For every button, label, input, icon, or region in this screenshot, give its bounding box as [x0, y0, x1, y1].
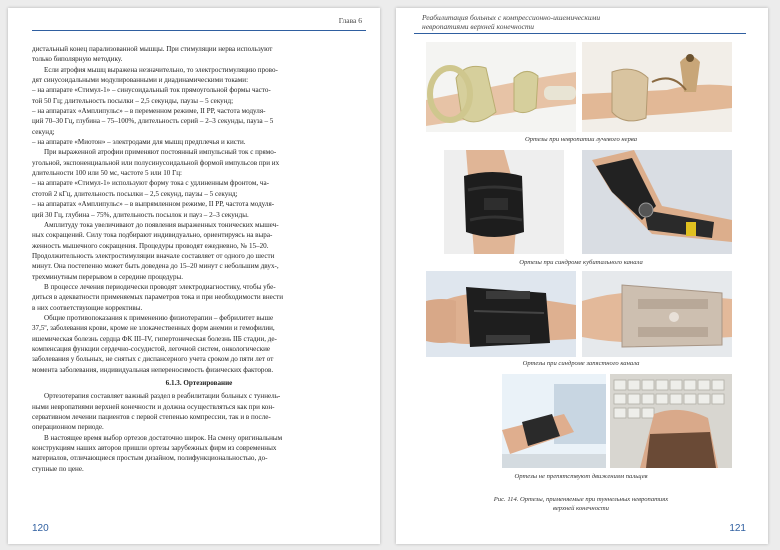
caption-radial: Ортезы при невропатии лучевого нерва — [524, 136, 638, 143]
text-line: женность мышечного сокращения. Процедуры проводят ежедневно, № 15–20. — [32, 241, 269, 250]
photo-finger-movement-2 — [610, 374, 732, 468]
text-line: сервативном лечении пациентов с первой степенью компрессии, так и в после- — [32, 413, 271, 422]
text-line: Общие противопоказания к применению физиотерапии – фебрилитет выше — [44, 313, 274, 322]
text-line: Ортезотерапия составляет важный раздел в реабилитации больных с туннель- — [44, 392, 281, 401]
photo-radial-orthosis-2 — [582, 42, 732, 132]
text-line: материалов, отличающиеся простым дизайном, полифункциональностью, до- — [32, 454, 268, 463]
body-text — [32, 44, 366, 474]
text-line: – на аппарате «Стимул-1» – синусоидальный ток прямоугольной формы часто- — [32, 86, 271, 95]
caption-carpal: Ортезы при синдроме запястного канала — [522, 360, 640, 367]
text-line: секунд; — [32, 127, 55, 136]
text-line: ных сокращений. Силу тока подбирают индивидуально, ориентируясь на выра- — [32, 231, 273, 240]
text-line: дистальный конец парализованной мышцы. При стимуляции нерва используют — [32, 45, 273, 53]
text-line: длительности 100 или 50 мс, частоте 5 или 10 Гц: — [32, 169, 182, 178]
figure-caption-line: верхней конечности — [553, 505, 609, 512]
photo-finger-movement-1 — [502, 374, 606, 468]
text-line: компенсация функции сердечно-сосудистой, легочной систем, онкологические — [32, 344, 271, 353]
caption-cubital: Ортезы при синдроме кубитального канала — [519, 259, 643, 266]
text-line: в них соответствующие коррективы. — [32, 303, 143, 312]
left-page — [8, 8, 380, 544]
header-rule — [414, 33, 746, 34]
text-line: ций 30 Гц, глубина – 75%, длительность посылок и пауз – 2–3 секунды. — [32, 210, 249, 219]
text-line: момента заболевания, индивидуальная непереносимость физических факторов. — [32, 365, 274, 374]
page-number: 120 — [32, 523, 49, 534]
text-line: стотой 2 кГц, длительность посылки – 2,5 секунд, паузы – 5 секунд; — [32, 189, 238, 198]
photo-carpal-orthosis-2 — [582, 271, 732, 357]
text-line: заболевания у больных, не снятых с диспансерного учета сроком до пяти лет от — [32, 355, 274, 364]
caption-finger-movement: Ортезы не препятствуют движениям пальцев — [514, 473, 648, 480]
section-heading: 6.1.3. Ортезирование — [165, 379, 233, 387]
text-line: только биполярную методику. — [32, 55, 123, 64]
text-line: В настоящее время выбор ортезов достаточно широк. На смену оригинальным — [44, 433, 283, 442]
text-line: – на аппарате «Стимул-1» используют форму тока с удлиненным фронтом, ча- — [32, 179, 269, 188]
text-line: операционном периоде. — [32, 423, 104, 432]
right-page — [396, 8, 768, 544]
text-line: диться в адекватности применяемых параметров тока и при необходимости внести — [32, 293, 283, 302]
text-line: ными невропатиями верхней конечности и должна осуществляться как при кон- — [32, 402, 275, 411]
text-line: конструкциям наших авторов пришли ортезы зарубежных фирм из современных — [32, 444, 277, 453]
text-line: При выраженной атрофии применяют постоянный импульсный ток с прямо- — [44, 148, 277, 157]
text-line: ций 70–30 Гц, глубина – 75–100%, длительность серий – 2–3 секунды, пауза – 5 — [32, 117, 274, 126]
figure-caption — [426, 495, 736, 513]
running-header-line: невропатиями верхней конечности — [422, 22, 535, 31]
text-line: ступные по цене. — [32, 464, 84, 473]
text-line: В процессе лечения периодически проводят электродиагностику, чтобы убе- — [44, 282, 276, 291]
text-line: – на аппаратах «Амплипульс» – в переменном режиме, II РР, частота модуля- — [32, 107, 266, 116]
figure-caption-line: Рис. 114. Ортезы, применяемые при туннельных невропатиях — [493, 496, 669, 503]
text-line: 37,5º, заболевания крови, кроме не злокачественных форм анемии и гемофилии, — [32, 324, 275, 333]
text-line: трехминутным перерывом в середине процедуры. — [32, 272, 184, 281]
running-header — [422, 13, 600, 31]
text-line: Амплитуду тока увеличивают до появления выраженных тонических мышеч- — [44, 220, 279, 229]
text-line: дят синусоидальными модулированными и диадинамическими токами: — [32, 76, 249, 85]
text-line: той 50 Гц; длительность посылки – 2,5 секунды, паузы – 5 секунд; — [32, 96, 234, 105]
running-header-line: Реабилитация больных с компрессионно-ишемическими — [422, 13, 601, 22]
photo-cubital-orthosis-2 — [582, 150, 732, 254]
text-line: минут. Она постепенно может быть доведена до 15–20 минут с небольшим двух-, — [32, 262, 279, 271]
page-number: 121 — [729, 523, 746, 534]
text-line: – на аппарате «Миотон» – электродами для мышц предплечья и кисти. — [32, 138, 246, 147]
header-rule — [32, 30, 366, 31]
text-line: Если атрофия мышц выражена незначительно, то электростимуляцию прово- — [44, 65, 278, 74]
text-line: угольной, экспоненциальной или полусинусоидальной формой импульсов при их — [32, 158, 280, 167]
chapter-header: Глава 6 — [338, 16, 362, 25]
text-line: – на аппаратах «Амплипульс» – в выпрямленном режиме, II РР, частота модуля- — [32, 200, 275, 209]
photo-carpal-orthosis-1 — [426, 271, 576, 357]
photo-radial-orthosis-1 — [426, 42, 576, 132]
text-line: Продолжительность электростимуляции вначале составляет от одного до шести — [32, 251, 275, 260]
text-line: ишемическая болезнь сердца ФК III–IV, гипертоническая болезнь IIБ стадии, де- — [32, 334, 277, 343]
photo-cubital-orthosis-1 — [444, 150, 564, 254]
